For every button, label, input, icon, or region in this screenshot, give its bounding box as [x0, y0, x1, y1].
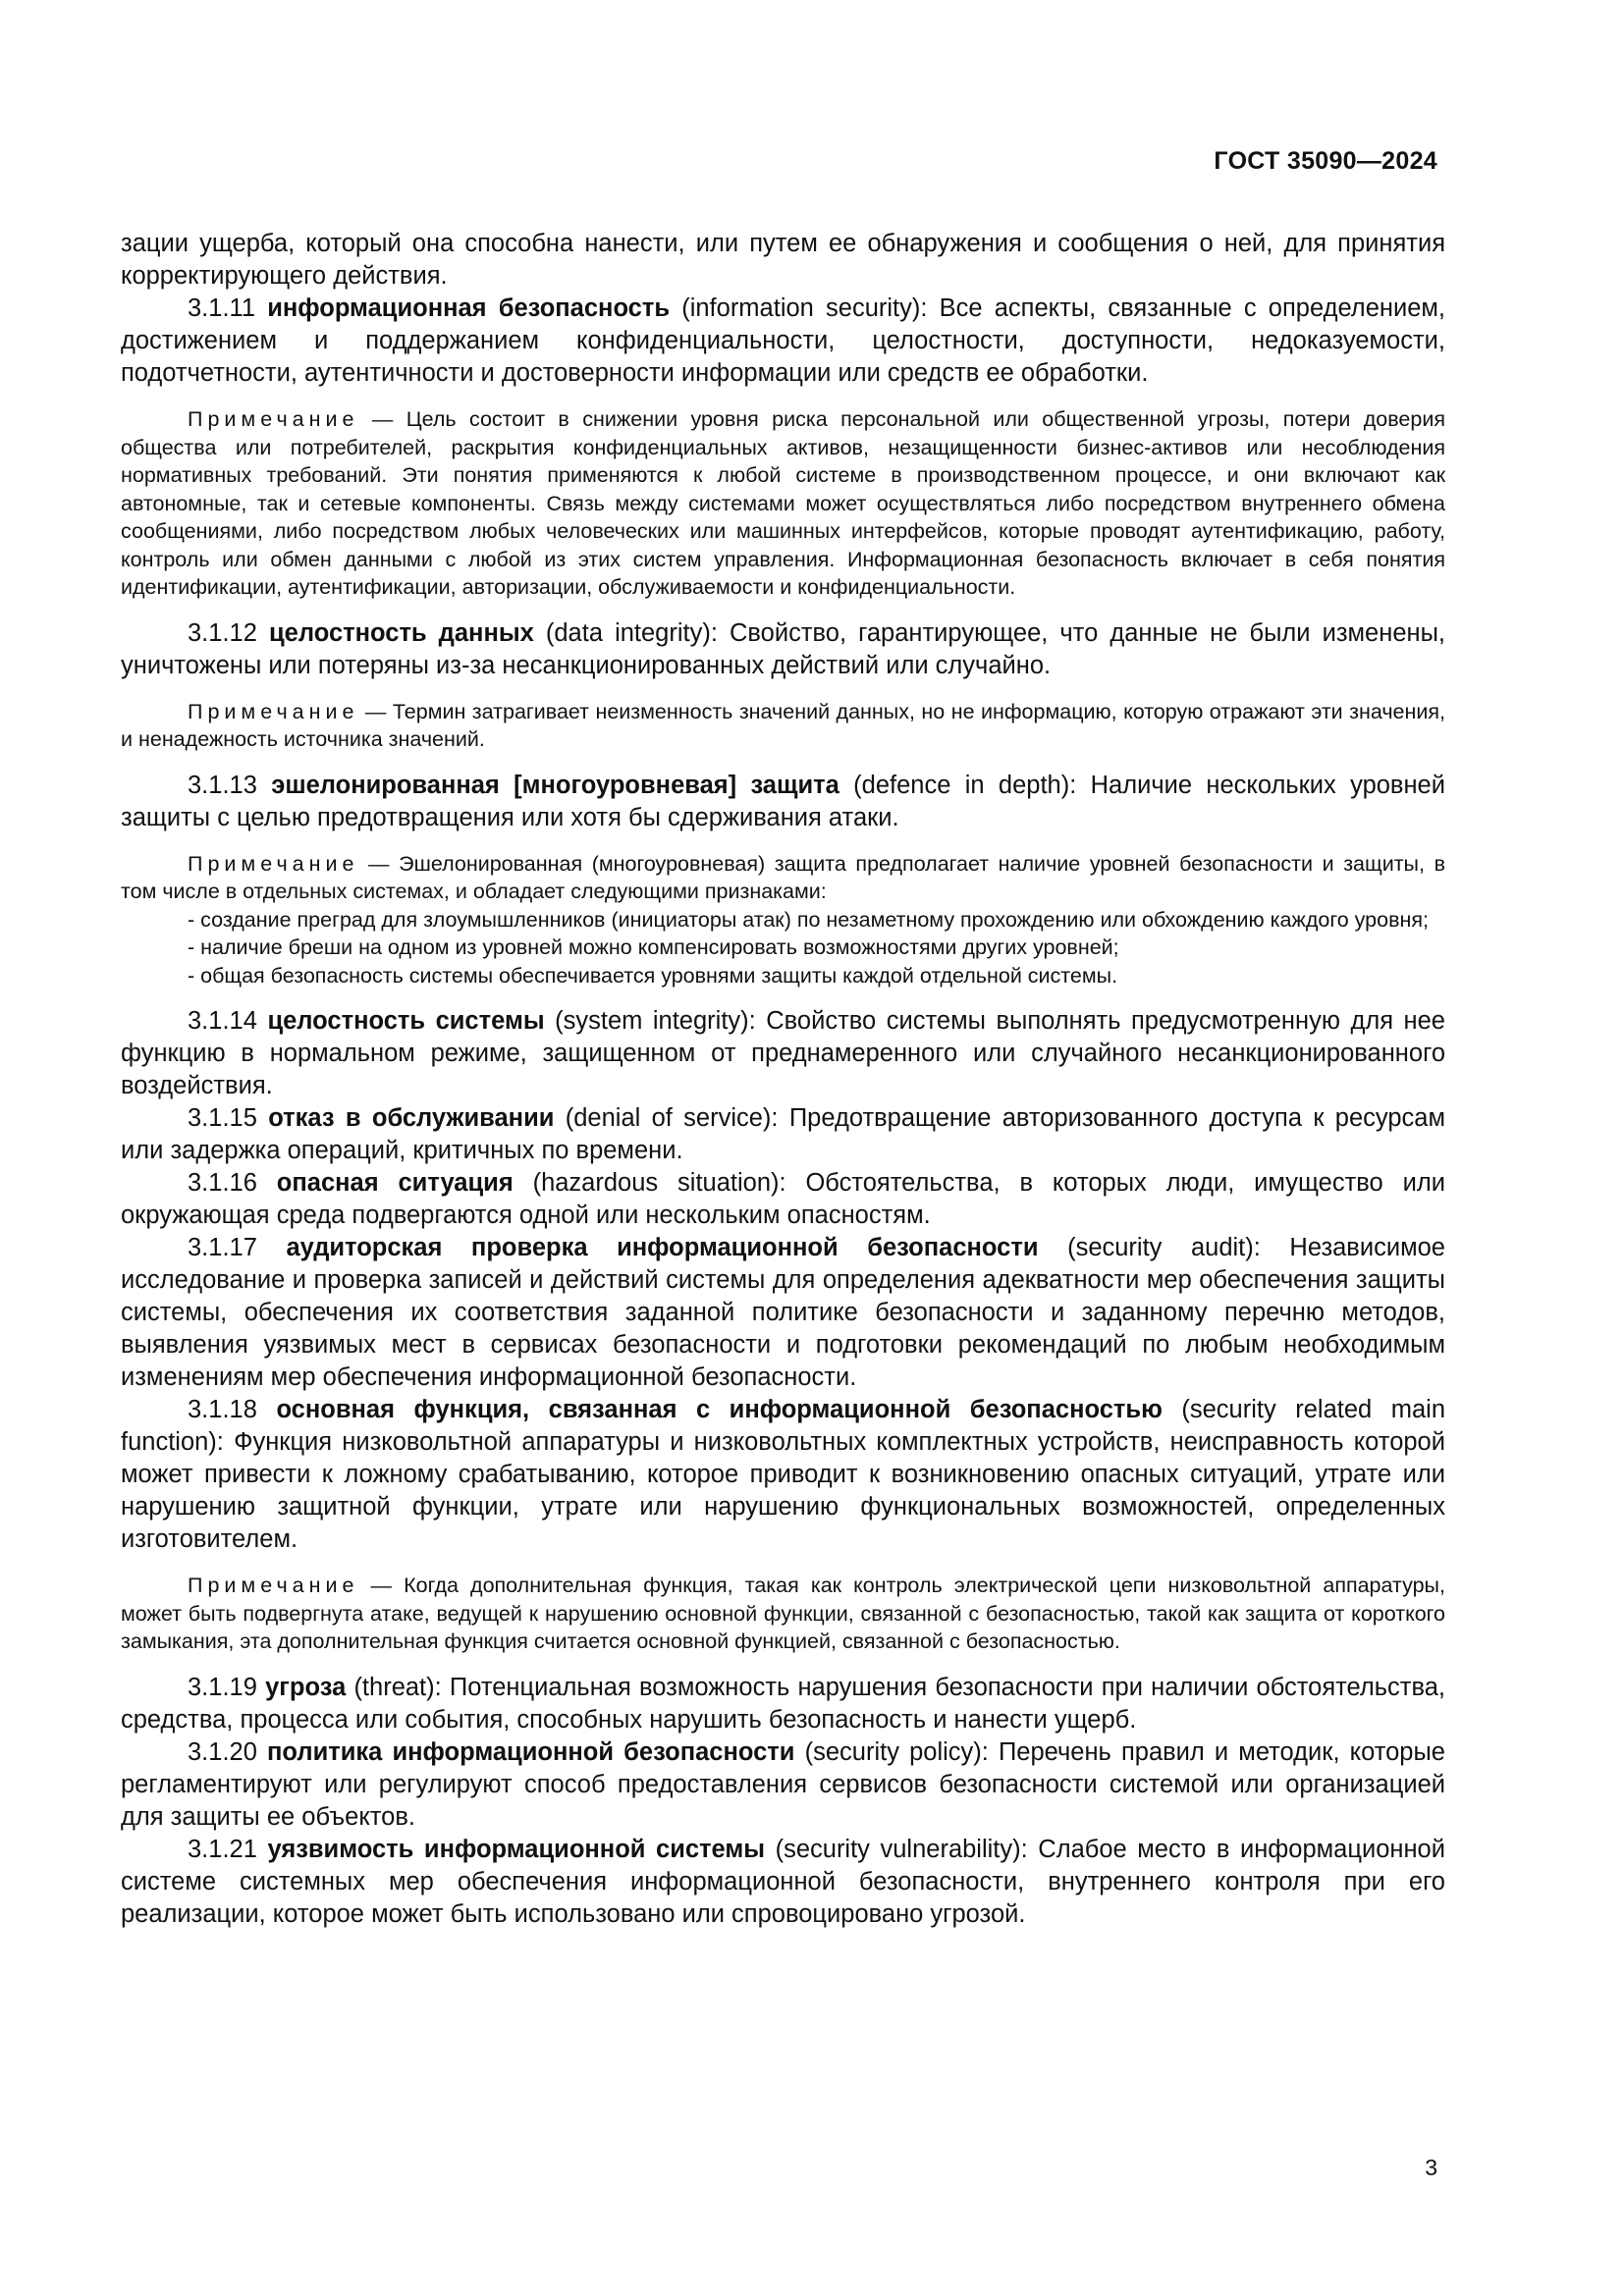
term-number: 3.1.12	[188, 618, 257, 647]
note-label: Примечание	[188, 1574, 359, 1597]
term-number: 3.1.19	[188, 1673, 257, 1701]
term-title: эшелонированная [многоуровневая] защита	[271, 771, 839, 799]
note-3-1-11	[121, 405, 1445, 602]
term-number: 3.1.11	[188, 294, 256, 322]
term-title: опасная ситуация	[276, 1169, 514, 1197]
continuation-paragraph: зации ущерба, который она способна нанести, или путем ее обнаружения и сообщения о ней, для принятия корректирующего действия.	[121, 230, 1445, 290]
note-dash: —	[358, 1574, 405, 1597]
note-list-item: - наличие бреши на одном из уровней можно компенсировать возможностями других уровней;	[188, 935, 1119, 959]
term-number: 3.1.13	[188, 771, 257, 799]
term-number: 3.1.15	[188, 1104, 257, 1132]
note-list-item: - общая безопасность системы обеспечивается уровнями защиты каждой отдельной системы.	[188, 963, 1118, 988]
document-body	[121, 228, 1445, 1931]
note-3-1-18	[121, 1572, 1445, 1656]
term-3-1-14	[121, 1005, 1445, 1102]
note-dash: —	[358, 851, 400, 876]
term-number: 3.1.18	[188, 1396, 257, 1423]
term-definition: (security policy): Перечень правил и методик, которые регламентируют или регулируют способ предоставления сервисов безопасности системой или организацией для защиты ее объектов.	[121, 1737, 1445, 1831]
term-title: основная функция, связанная с информационной безопасностью	[276, 1396, 1163, 1423]
term-number: 3.1.14	[188, 1007, 257, 1035]
term-3-1-17	[121, 1232, 1445, 1394]
term-definition: (threat): Потенциальная возможность нарушения безопасности при наличии обстоятельства, средства, процесса или события, способных нарушить безопасность и нанести ущерб.	[121, 1673, 1446, 1734]
term-3-1-15	[121, 1102, 1445, 1167]
term-number: 3.1.21	[188, 1835, 257, 1863]
note-3-1-13	[121, 850, 1445, 906]
term-3-1-21	[121, 1834, 1445, 1931]
term-number: 3.1.20	[188, 1737, 257, 1766]
term-definition: (security audit): Независимое исследование и проверка записей и действий системы для определения адекватности мер обеспечения защиты системы, обеспечения их соответствия заданной политике безопасности и заданному перечню методов, выявления уязвимых мест в сервисах безопасности и подготовки рекомендаций по любым необходимым изменениям мер обеспечения информационной безопасности.	[121, 1234, 1445, 1391]
term-title: целостность системы	[267, 1007, 545, 1035]
note-dash: —	[358, 699, 393, 723]
term-definition: (security related main function): Функция низковольтной аппаратуры и низковольтных комплектных устройств, неисправность которой может привести к ложному срабатыванию, которое приводит к возникновению опасных ситуаций, утрате или нарушению защитной функции, утрате или нарушению функциональных возможностей, определенных изготовителем.	[121, 1396, 1445, 1553]
term-3-1-13	[121, 770, 1445, 834]
page-number: 3	[1425, 2155, 1437, 2180]
note-list-item: - создание преград для злоумышленников (инициаторы атак) по незаметному прохождению или обхождению каждого уровня;	[188, 907, 1429, 932]
term-definition: (hazardous situation): Обстоятельства, в которых люди, имущество или окружающая среда подвергаются одной или нескольким опасностям.	[121, 1169, 1445, 1229]
term-title: целостность данных	[268, 618, 534, 647]
term-number: 3.1.17	[188, 1234, 257, 1261]
note-label: Примечание	[188, 699, 359, 723]
note-text: Когда дополнительная функция, такая как контроль электрической цепи низковольтной аппаратуры, может быть подвергнута атаке, ведущей к нарушению основной функции, связанной с безопасностью, такой как защита от короткого замыкания, эта дополнительная функция считается основной функцией, связанной с безопасностью.	[121, 1574, 1445, 1653]
term-3-1-19	[121, 1672, 1445, 1736]
term-title: аудиторская проверка информационной безопасности	[286, 1234, 1039, 1261]
term-3-1-11	[121, 293, 1445, 390]
term-definition: (denial of service): Предотвращение авторизованного доступа к ресурсам или задержка операций, критичных по времени.	[121, 1104, 1445, 1164]
term-3-1-18	[121, 1394, 1445, 1556]
note-label: Примечание	[188, 851, 359, 876]
term-3-1-20	[121, 1736, 1445, 1834]
term-definition: (security vulnerability): Слабое место в информационной системе системных мер обеспечения информационной безопасности, внутреннего контроля при его реализации, которое может быть использовано или спровоцировано угрозой.	[121, 1835, 1445, 1928]
term-title: отказ в обслуживании	[268, 1104, 555, 1132]
term-3-1-16	[121, 1167, 1445, 1232]
term-title: информационная безопасность	[267, 294, 671, 322]
note-dash: —	[358, 407, 406, 431]
term-definition: (information security): Все аспекты, связанные с определением, достижением и поддержанием конфиденциальности, целостности, доступности, недоказуемости, подотчетности, аутентичности и достоверности информации или средств ее обработки.	[121, 294, 1445, 387]
note-text: Цель состоит в снижении уровня риска персональной или общественной угрозы, потери доверия общества или потребителей, раскрытия конфиденциальных активов, незащищенности бизнес-активов или несоблюдения нормативных требований. Эти понятия применяются к любой системе в производственном процессе, и они включают как автономные, так и сетевые компоненты. Связь между системами может осуществляться либо посредством внутреннего обмена сообщениями, либо посредством любых человеческих или машинных интерфейсов, которые проводят аутентификацию, работу, контроль или обмен данными с любой из этих систем управления. Информационная безопасность включает в себя понятия идентификации, аутентификации, авторизации, обслуживаемости и конфиденциальности.	[121, 407, 1445, 599]
note-text: Эшелонированная (многоуровневая) защита предполагает наличие уровней безопасности и защиты, в том числе в отдельных системах, и обладает следующими признаками:	[121, 851, 1445, 903]
term-definition: (data integrity): Свойство, гарантирующее, что данные не были изменены, уничтожены или потеряны из-за несанкционированных действий или случайно.	[121, 618, 1445, 679]
note-3-1-12	[121, 698, 1445, 754]
term-title: политика информационной безопасности	[267, 1737, 795, 1766]
term-number: 3.1.16	[188, 1169, 257, 1197]
document-code-header: ГОСТ 35090—2024	[1214, 147, 1437, 175]
term-title: уязвимость информационной системы	[267, 1835, 766, 1863]
term-definition: (system integrity): Свойство системы выполнять предусмотренную для нее функцию в нормальном режиме, защищенном от преднамеренного или случайного несанкционированного воздействия.	[121, 1007, 1445, 1099]
note-text: Термин затрагивает неизменность значений данных, но не информацию, которую отражают эти значения, и ненадежность источника значений.	[121, 699, 1446, 751]
note-label: Примечание	[188, 407, 359, 431]
term-3-1-12	[121, 617, 1445, 682]
term-title: угроза	[265, 1673, 347, 1701]
term-definition: (defence in depth): Наличие нескольких уровней защиты с целью предотвращения или хотя бы сдерживания атаки.	[121, 771, 1445, 831]
